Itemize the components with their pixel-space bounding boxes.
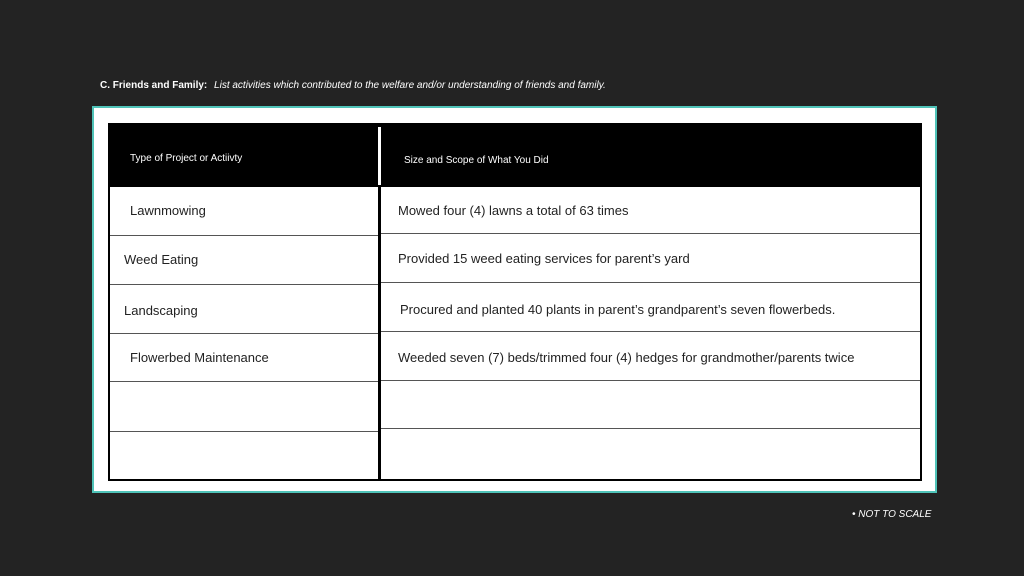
table-cell-type: Lawnmowing [130, 203, 206, 218]
row-divider [110, 381, 378, 382]
section-label: C. Friends and Family: [100, 80, 208, 91]
section-description: List activities which contributed to the welfare and/or understanding of friends and family. [214, 80, 606, 91]
table-cell-scope: Provided 15 weed eating services for parent’s yard [398, 251, 690, 266]
row-divider [381, 331, 920, 332]
header-type: Type of Project or Actiivty [130, 153, 243, 164]
table-cell-scope: Mowed four (4) lawns a total of 63 times [398, 203, 629, 218]
row-divider [110, 284, 378, 285]
row-divider [381, 428, 920, 429]
section-heading [100, 80, 606, 91]
table-cell-type: Flowerbed Maintenance [130, 350, 269, 365]
row-divider [381, 380, 920, 381]
table-header [110, 125, 920, 187]
column-divider [378, 187, 381, 481]
activity-table [108, 123, 922, 481]
header-divider [378, 127, 381, 185]
table-cell-type: Landscaping [124, 303, 198, 318]
activity-card [92, 106, 937, 493]
header-scope: Size and Scope of What You Did [404, 155, 549, 166]
table-cell-type: Weed Eating [124, 252, 199, 267]
row-divider [381, 233, 920, 234]
table-cell-scope: Weeded seven (7) beds/trimmed four (4) hedges for grandmother/parents twice [398, 350, 855, 365]
not-to-scale-note: • NOT TO SCALE [852, 509, 932, 520]
row-divider [110, 333, 378, 334]
row-divider [110, 431, 378, 432]
table-cell-scope: Procured and planted 40 plants in parent’s grandparent’s seven flowerbeds. [400, 302, 836, 317]
row-divider [110, 235, 378, 236]
row-divider [381, 282, 920, 283]
